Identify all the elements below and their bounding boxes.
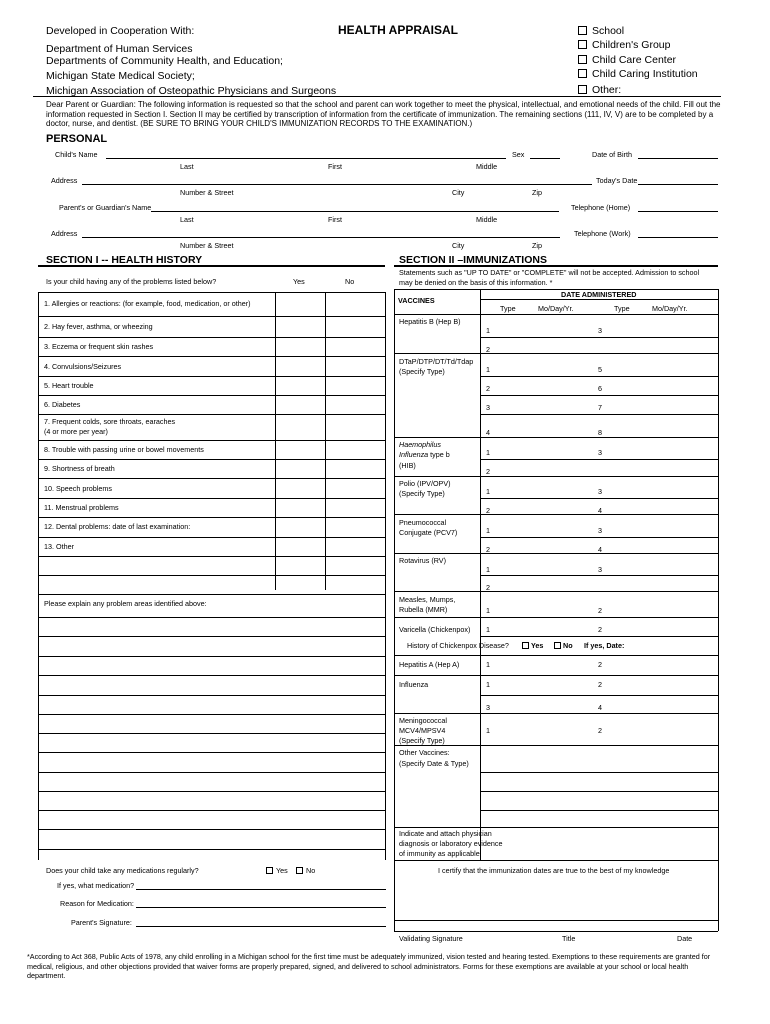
type-header-1: Type (500, 304, 516, 313)
last-caption-2: Last (180, 215, 194, 224)
rota-label: Rotavirus (RV) (399, 556, 446, 565)
polio-dose-1: 1 (486, 487, 490, 496)
s2-sep-hepb (394, 353, 718, 354)
first-caption-2: First (328, 215, 342, 224)
polio-dose-3: 3 (598, 487, 602, 496)
s2-sep-mening (394, 745, 718, 746)
dtap-dose-3: 3 (486, 403, 490, 412)
s1-row-8 (38, 459, 385, 460)
parent-signature-label: Parent's Signature: (71, 918, 132, 927)
school-label: School (592, 25, 625, 37)
personal-heading: PERSONAL (46, 133, 108, 145)
pneumo-dose-4: 4 (598, 545, 602, 554)
s1-row-14 (38, 575, 385, 576)
s2-header-bottom (394, 314, 718, 315)
hib-type-b: type b (428, 450, 450, 459)
address-field-2[interactable] (82, 237, 560, 238)
problem-9: 9. Shortness of breath (44, 464, 115, 473)
yes-col-label: Yes (293, 277, 305, 286)
section1-rule (38, 265, 385, 267)
org-3: Michigan State Medical Society; (46, 70, 195, 82)
rota-dose-1: 1 (486, 565, 490, 574)
mening-label-1: Meningococcal (399, 716, 447, 725)
problem-2: 2. Hay fever, asthma, or wheezing (44, 322, 153, 331)
s1-row-10 (38, 498, 385, 499)
s1-row-15 (38, 594, 385, 595)
s1-row-26 (38, 810, 385, 811)
s2-sub-3 (480, 395, 718, 396)
chickenpox-yes-checkbox[interactable] (522, 642, 529, 649)
cooperation-label: Developed in Cooperation With: (46, 25, 195, 37)
s2-sep-polio (394, 514, 718, 515)
s2-sub-4 (480, 414, 718, 415)
s1-row-21 (38, 714, 385, 715)
section2-left-border (394, 289, 395, 931)
vaccines-header: VACCINES (398, 296, 435, 305)
chickenpox-if-yes-label: If yes, Date: (584, 641, 625, 650)
medication-field[interactable] (136, 889, 386, 890)
intro-text: Dear Parent or Guardian: The following information is requested so that the school and parent can work together to meet the physical, intellectual, and emotional needs of the child. Fill out the information requested in Section I. Section II may be certified by transcription of information from the certificate of immunization. The remaining sections (111, IV, V) are to be completed by a doctor, nurse, and dentist. (BE SURE TO BRING YOUR CHILD'S IMMUNIZATION RECORDS TO THE EXAMINATION.) (46, 100, 721, 128)
parent-signature-field[interactable] (136, 926, 386, 927)
problem-10: 10. Speech problems (44, 484, 112, 493)
s1-row-top (38, 292, 385, 293)
s2-bottom (394, 931, 718, 932)
date-label: Date (677, 934, 693, 943)
s2-sep-dtap (394, 437, 718, 438)
s2-sub-13 (480, 810, 718, 811)
hib-label-1: Haemophilus (399, 440, 441, 449)
city-caption: City (452, 188, 465, 197)
chickenpox-no-label: No (563, 641, 573, 650)
mmr-label-2: Rubella (MMR) (399, 605, 448, 614)
mmr-dose-2: 2 (598, 606, 602, 615)
certify-statement: I certify that the immunization dates are true to the best of my knowledge (438, 866, 670, 875)
s2-sep-rota (394, 591, 718, 592)
section1-heading: SECTION I -- HEALTH HISTORY (46, 254, 203, 266)
polio-dose-4: 4 (598, 506, 602, 515)
med-no-checkbox[interactable] (296, 867, 303, 874)
s1-row-20 (38, 695, 385, 696)
s1-row-24 (38, 772, 385, 773)
date-administered-header: DATE ADMINISTERED (561, 290, 637, 299)
s2-top (394, 289, 718, 290)
s2-sub-7 (480, 537, 718, 538)
problem-7-note: (4 or more per year) (44, 427, 108, 436)
pneumo-dose-2: 2 (486, 545, 490, 554)
s2-sep-hepa (394, 675, 718, 676)
last-caption: Last (180, 162, 194, 171)
mening-dose-2: 2 (598, 726, 602, 735)
s1-row-11 (38, 517, 385, 518)
s2-sub-2 (480, 376, 718, 377)
hepa-dose-2: 2 (598, 660, 602, 669)
s1-row-6 (38, 414, 385, 415)
telephone-work-label: Telephone (Work) (574, 229, 631, 238)
zip-caption: Zip (532, 188, 542, 197)
polio-label-2: (Specify Type) (399, 489, 445, 498)
section1-question: Is your child having any of the problems listed below? (46, 277, 217, 286)
section2-rule (394, 265, 718, 267)
dob-label: Date of Birth (592, 150, 632, 159)
section2-heading: SECTION II –IMMUNIZATIONS (399, 254, 547, 266)
section1-left-border (38, 292, 39, 860)
pneumo-dose-1: 1 (486, 526, 490, 535)
flu-dose-1: 1 (486, 680, 490, 689)
first-caption: First (328, 162, 342, 171)
hib-dose-1: 1 (486, 448, 490, 457)
varicella-label: Varicella (Chickenpox) (399, 625, 471, 634)
problem-8: 8. Trouble with passing urine or bowel movements (44, 445, 204, 454)
s1-row-22 (38, 733, 385, 734)
hib-dose-2: 2 (486, 467, 490, 476)
dtap-dose-6: 6 (598, 384, 602, 393)
rota-dose-2: 2 (486, 583, 490, 592)
dtap-dose-2: 2 (486, 384, 490, 393)
todays-date-label: Today's Date (596, 176, 638, 185)
rota-dose-3: 3 (598, 565, 602, 574)
s1-row-25 (38, 791, 385, 792)
polio-label-1: Polio (IPV/OPV) (399, 479, 451, 488)
s1-row-18 (38, 656, 385, 657)
s1-row-12 (38, 537, 385, 538)
org-1: Department of Human Services (46, 43, 193, 55)
chickenpox-history-label: History of Chickenpox Disease? (407, 641, 509, 650)
date-header-2: Mo/Day/Yr. (652, 304, 688, 313)
s1-row-5 (38, 395, 385, 396)
physician-label-3: of immunity as applicable (399, 849, 480, 858)
s2-date-admin-rule (480, 299, 718, 300)
s1-row-19 (38, 675, 385, 676)
sex-field[interactable] (530, 158, 560, 159)
header-divider (33, 96, 721, 97)
problem-6: 6. Diabetes (44, 400, 81, 409)
other-vaccines-label-2: (Specify Date & Type) (399, 759, 469, 768)
childs-name-label: Child's Name (55, 150, 98, 159)
section1-right-border (385, 292, 386, 860)
org-4: Michigan Association of Osteopathic Physicians and Surgeons (46, 85, 337, 97)
s1-row-3 (38, 356, 385, 357)
other-checkbox[interactable] (578, 85, 587, 94)
city-caption-2: City (452, 241, 465, 250)
section2-note: Statements such as "UP TO DATE" or "COMPLETE" will not be accepted. Admission to school may be denied on the basis of this information. * (399, 268, 700, 287)
problem-7: 7. Frequent colds, sore throats, earaches (44, 417, 176, 426)
s2-sep-pneumo (394, 553, 718, 554)
validating-signature-field[interactable] (394, 920, 718, 921)
telephone-home-field[interactable] (638, 211, 718, 212)
s2-sep-varicella (394, 655, 718, 656)
explain-label: Please explain any problem areas identified above: (44, 599, 207, 608)
footnote: *According to Act 368, Public Acts of 1978, any child enrolling in a Michigan school for the first time must be adequately immunized, vision tested and hearing tested. Exemptions to these requirements are granted for medical, religious, and other objections provided that waiver forms are properly prepared, signed, and delivered to school administrators. Forms for these exemptions are available at your school or local health department. (27, 952, 711, 980)
s1-row-16 (38, 617, 385, 618)
s2-sep-physician (394, 860, 718, 861)
problem-1: 1. Allergies or reactions: (for example, food, medication, or other) (44, 299, 251, 308)
form-title: HEALTH APPRAISAL (338, 23, 458, 37)
hib-label-4: (HIB) (399, 461, 416, 470)
problem-12: 12. Dental problems: date of last examination: (44, 522, 191, 531)
mening-label-2: MCV4/MPSV4 (399, 726, 446, 735)
address-label: Address (51, 176, 78, 185)
s2-sep-other (394, 827, 718, 828)
childrens-group-checkbox[interactable] (578, 40, 587, 49)
pneumo-dose-3: 3 (598, 526, 602, 535)
problem-11: 11. Menstrual problems (44, 503, 119, 512)
dtap-specify: (Specify Type) (399, 367, 445, 376)
flu-dose-3: 3 (486, 703, 490, 712)
s2-sep-flu (394, 713, 718, 714)
middle-caption-2: Middle (476, 215, 498, 224)
med-no-label: No (306, 866, 316, 875)
hib-influenza-word: Influenza (399, 450, 429, 459)
child-care-center-checkbox[interactable] (578, 55, 587, 64)
dtap-label: DTaP/DTP/DT/Td/Tdap (399, 357, 474, 366)
child-care-center-label: Child Care Center (592, 54, 677, 66)
med-yes-checkbox[interactable] (266, 867, 273, 874)
s2-sub-10 (480, 695, 718, 696)
s2-sub-9 (480, 636, 718, 637)
dtap-dose-8: 8 (598, 428, 602, 437)
s2-sub-5 (480, 459, 718, 460)
guardian-name-label: Parent's or Guardian's Name (59, 203, 152, 212)
mmr-dose-1: 1 (486, 606, 490, 615)
hepb-dose-2: 2 (486, 345, 490, 354)
s1-row-17 (38, 636, 385, 637)
problem-5: 5. Heart trouble (44, 381, 94, 390)
s1-row-27 (38, 829, 385, 830)
child-caring-institution-label: Child Caring Institution (592, 68, 698, 80)
section2-right-border (718, 289, 719, 931)
reason-field[interactable] (136, 907, 386, 908)
if-yes-medication-label: If yes, what medication? (57, 881, 135, 890)
s1-row-13 (38, 556, 385, 557)
title-label: Title (562, 934, 576, 943)
pneumo-label-2: Conjugate (PCV7) (399, 528, 458, 537)
childs-name-field[interactable] (106, 158, 506, 159)
s2-sep-mmr (394, 617, 718, 618)
child-caring-institution-checkbox[interactable] (578, 69, 587, 78)
med-yes-label: Yes (276, 866, 288, 875)
type-header-2: Type (614, 304, 630, 313)
address-label-2: Address (51, 229, 78, 238)
date-header-1: Mo/Day/Yr. (538, 304, 574, 313)
s2-sub-11 (480, 772, 718, 773)
hib-label-2 (399, 450, 450, 459)
hepa-label: Hepatitis A (Hep A) (399, 660, 460, 669)
reason-label: Reason for Medication: (60, 899, 134, 908)
s1-row-1 (38, 316, 385, 317)
dob-field[interactable] (638, 158, 718, 159)
medications-question: Does your child take any medications regularly? (46, 866, 199, 875)
dtap-dose-4: 4 (486, 428, 490, 437)
flu-dose-4: 4 (598, 703, 602, 712)
hepb-label: Hepatitis B (Hep B) (399, 317, 461, 326)
chickenpox-yes-label: Yes (531, 641, 544, 650)
s2-sub-8 (480, 575, 718, 576)
hepb-dose-3: 3 (598, 326, 602, 335)
guardian-name-field[interactable] (151, 211, 559, 212)
sex-label: Sex (512, 150, 525, 159)
hepb-dose-1: 1 (486, 326, 490, 335)
chickenpox-no-checkbox[interactable] (554, 642, 561, 649)
polio-dose-2: 2 (486, 506, 490, 515)
mening-label-3: (Specify Type) (399, 736, 445, 745)
s2-sub-1 (480, 337, 718, 338)
s1-row-2 (38, 337, 385, 338)
other-label: Other: (592, 84, 622, 96)
telephone-work-field[interactable] (638, 237, 718, 238)
school-checkbox[interactable] (578, 26, 587, 35)
dtap-dose-5: 5 (598, 365, 602, 374)
s1-row-28 (38, 849, 385, 850)
problem-13: 13. Other (44, 542, 74, 551)
physician-label-2: diagnosis or laboratory evidence (399, 839, 503, 848)
address-field[interactable] (82, 184, 592, 185)
dtap-dose-1: 1 (486, 365, 490, 374)
childrens-group-label: Children's Group (592, 39, 671, 51)
number-street-caption-2: Number & Street (180, 241, 234, 250)
validating-signature-label: Validating Signature (399, 934, 463, 943)
s1-row-23 (38, 752, 385, 753)
todays-date-field[interactable] (638, 184, 718, 185)
s2-sub-6 (480, 498, 718, 499)
dtap-dose-7: 7 (598, 403, 602, 412)
org-2: Departments of Community Health, and Education; (46, 55, 283, 67)
zip-caption-2: Zip (532, 241, 542, 250)
number-street-caption: Number & Street (180, 188, 234, 197)
hepa-dose-1: 1 (486, 660, 490, 669)
pneumo-label-1: Pneumococcal (399, 518, 447, 527)
problem-3: 3. Eczema or frequent skin rashes (44, 342, 154, 351)
other-vaccines-label-1: Other Vaccines: (399, 748, 450, 757)
telephone-home-label: Telephone (Home) (571, 203, 631, 212)
varicella-dose-2: 2 (598, 625, 602, 634)
mmr-label-1: Measles, Mumps, (399, 595, 456, 604)
s1-row-9 (38, 478, 385, 479)
varicella-dose-1: 1 (486, 625, 490, 634)
s1-row-7 (38, 440, 385, 441)
s2-sep-hib (394, 476, 718, 477)
middle-caption: Middle (476, 162, 498, 171)
s1-row-4 (38, 376, 385, 377)
hib-dose-3: 3 (598, 448, 602, 457)
problem-4: 4. Convulsions/Seizures (44, 362, 122, 371)
physician-label-1: Indicate and attach physician (399, 829, 492, 838)
s2-sub-12 (480, 791, 718, 792)
no-col-label: No (345, 277, 355, 286)
flu-dose-2: 2 (598, 680, 602, 689)
influenza-label: Influenza (399, 680, 429, 689)
mening-dose-1: 1 (486, 726, 490, 735)
